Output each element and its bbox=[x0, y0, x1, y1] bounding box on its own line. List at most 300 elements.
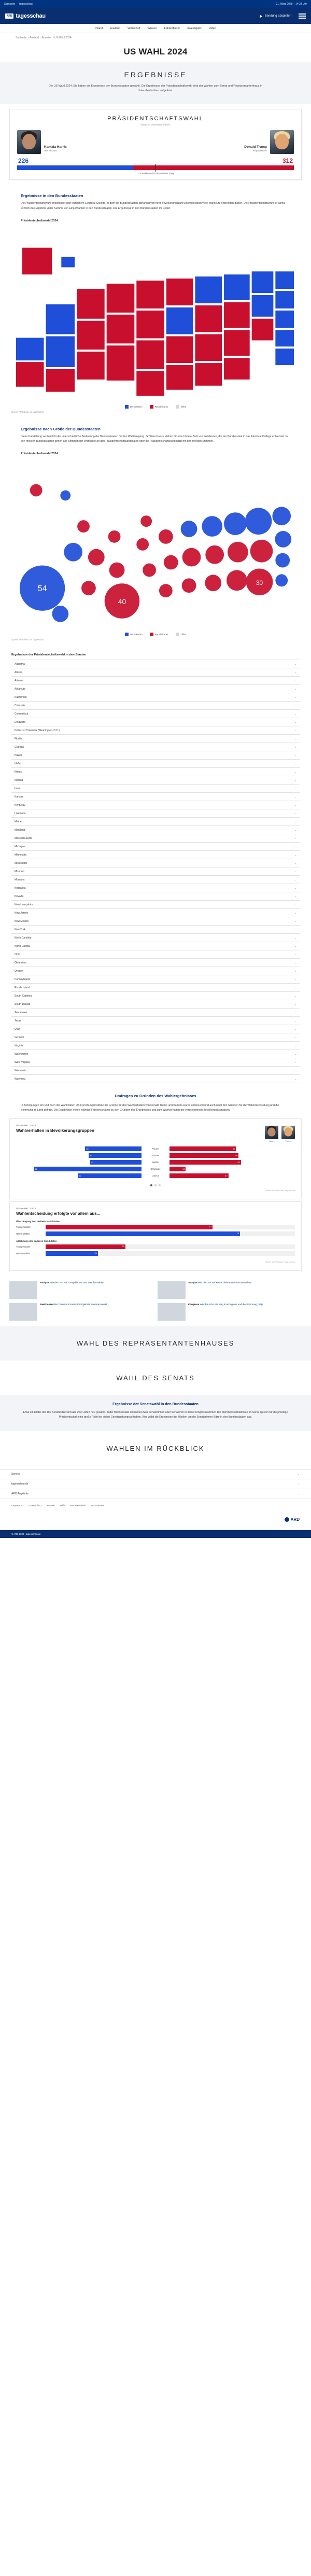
states-results-heading: Ergebnisse in den Bundesstaaten bbox=[21, 193, 83, 199]
state-name: New York bbox=[15, 928, 26, 931]
state-accordion-item[interactable] bbox=[11, 685, 300, 693]
harris-name: Kamala Harris bbox=[44, 145, 67, 149]
state-name: Illinois bbox=[15, 770, 22, 774]
state-accordion-item[interactable] bbox=[11, 718, 300, 726]
chart2-bar-fill bbox=[46, 1244, 125, 1249]
footer-row-tagesschau[interactable] bbox=[0, 1479, 311, 1489]
state-name: Maryland bbox=[15, 828, 25, 832]
chevron-down-icon: ⌄ bbox=[294, 986, 296, 989]
state-accordion-item[interactable] bbox=[11, 809, 300, 818]
state-accordion-item[interactable] bbox=[11, 760, 300, 768]
state-accordion-item[interactable] bbox=[11, 1033, 300, 1042]
teaser-text-2: Wie Trump und Harris ihr Ergebnis bewertet werden bbox=[53, 1303, 108, 1306]
chart-card-voter-groups bbox=[9, 1118, 302, 1199]
size-results-text: Diese Darstellung verdeutlicht die unterschiedliche Bedeutung der Bundesstaaten für den Wahlausgang. Größere Kreise stehen für eine höhere Zahl von Wahlleuten, die der Bundesstaat in das Electoral College entsendet. In den meisten Bundesstaaten gehen alle Stimmen der Wahlleute an den Präsidentschaftskandidaten oder die Präsidentschaftskandidatin mit den meisten Stimmen. bbox=[21, 435, 288, 443]
teaser-text-1: Wie die USA auf Harris blicken und was sie wählte bbox=[197, 1281, 251, 1284]
state-name: Virginia bbox=[15, 1044, 23, 1047]
chevron-down-icon: ⌄ bbox=[294, 845, 296, 848]
state-accordion-item[interactable] bbox=[11, 975, 300, 984]
nav-item-video[interactable]: Video bbox=[208, 26, 216, 30]
state-accordion-item[interactable] bbox=[11, 743, 300, 751]
state-accordion-item[interactable] bbox=[11, 776, 300, 785]
chevron-down-icon: ⌄ bbox=[294, 1002, 296, 1006]
chart1-trump-value: 47 bbox=[225, 1174, 228, 1177]
chart1-category-label: Frauen bbox=[152, 1147, 159, 1150]
chevron-down-icon: ⌄ bbox=[294, 977, 296, 981]
chevron-down-icon: ⌄ bbox=[294, 753, 296, 757]
trump-photo bbox=[270, 130, 294, 154]
footer-row-ard[interactable] bbox=[0, 1489, 311, 1499]
chevron-down-icon: ⌄ bbox=[294, 1027, 296, 1031]
chevron-down-icon: ⌄ bbox=[294, 878, 296, 881]
map2-source: Quelle: AP/Edison via tagesschau bbox=[11, 638, 44, 641]
state-name: Kansas bbox=[15, 795, 23, 799]
state-name: Washington bbox=[15, 1052, 29, 1056]
chart2-source: Quelle: AP VoteCast / tagesschau bbox=[265, 1261, 295, 1263]
state-name: Michigan bbox=[15, 845, 25, 848]
size-results-section bbox=[0, 418, 311, 447]
chart1-trump-value: 13 bbox=[182, 1167, 185, 1170]
state-accordion-item[interactable] bbox=[11, 1042, 300, 1050]
chevron-down-icon: ⌄ bbox=[294, 737, 296, 740]
nav-item-inland[interactable]: Inland bbox=[95, 26, 103, 30]
presidential-title: PRÄSIDENTSCHAFTSWAHL bbox=[107, 116, 204, 122]
state-accordion-item[interactable] bbox=[11, 710, 300, 718]
chart1-bar-row bbox=[16, 1173, 295, 1178]
states-results-text: Die Präsidentschaftswahl entscheidet sich letztlich im Electoral College, in dem die Bundesstaaten abhängig von ihrer Bevölkerungszahl unterschiedlich viele Wahlleute entsenden dürfen. Die Präsidentschaftswahl ist damit letztlich das Ergebnis vieler Summe von Einzelwahlen in den Bundesstaaten. Die Ergebnisse in den Bundesstaaten im Detail: bbox=[21, 202, 285, 210]
state-name: Pennsylvania bbox=[15, 977, 30, 981]
chart2-category-label: Harris-Wähler bbox=[16, 1232, 31, 1235]
presidential-subtitle: Stand: 6. Dezember, 09 Uhr bbox=[140, 123, 171, 127]
state-accordion-item[interactable] bbox=[11, 917, 300, 926]
teaser-image-harris bbox=[158, 1281, 186, 1299]
state-name: Arkansas bbox=[15, 687, 25, 691]
chevron-down-icon: ⌄ bbox=[294, 778, 296, 782]
footer-link[interactable]: Hilfe bbox=[60, 1504, 65, 1507]
presidential-result-card bbox=[9, 109, 302, 180]
svg-text:30: 30 bbox=[256, 579, 263, 587]
breadcrumb: Startseite › Ausland › Amerika › US-Wahl 2024 bbox=[16, 36, 72, 39]
chart2-bar-row bbox=[16, 1251, 295, 1256]
state-accordion-item[interactable] bbox=[11, 851, 300, 859]
trump-party: Republikaner bbox=[252, 149, 267, 152]
chart1-trump-photo bbox=[281, 1126, 295, 1139]
chevron-down-icon: ⌄ bbox=[294, 1077, 296, 1081]
copyright: © ARD 2025 | tagesschau.de bbox=[0, 1530, 311, 1538]
size-results-heading: Ergebnisse nach Größe der Bundesstaaten bbox=[21, 426, 101, 431]
chart1-harris-value: 41 bbox=[91, 1160, 94, 1164]
state-name: North Dakota bbox=[15, 944, 30, 948]
map2-label: Präsidentschaftswahl 2024 bbox=[21, 452, 58, 456]
state-name: Wisconsin bbox=[15, 1069, 26, 1072]
chevron-down-icon: ⌄ bbox=[294, 1035, 296, 1039]
state-accordion-item[interactable] bbox=[11, 1075, 300, 1083]
footer-row-service[interactable] bbox=[0, 1469, 311, 1479]
play-broadcast-button[interactable] bbox=[259, 15, 291, 18]
map1-source: Quelle: AP/Edison via tagesschau bbox=[11, 410, 44, 413]
footer-row-label: Service bbox=[11, 1473, 20, 1476]
state-accordion-item[interactable] bbox=[11, 735, 300, 743]
state-name: Indiana bbox=[15, 778, 23, 782]
state-name: South Dakota bbox=[15, 1002, 31, 1006]
chevron-down-icon: ⌄ bbox=[294, 712, 296, 716]
chart1-trump-bar bbox=[169, 1146, 236, 1151]
nav-item-ausland[interactable]: Ausland bbox=[110, 26, 121, 30]
senate-election-band: WAHL DES SENATS bbox=[0, 1361, 311, 1395]
chevron-down-icon: ⌄ bbox=[294, 961, 296, 964]
candidate-trump bbox=[166, 130, 294, 154]
chevron-down-icon: ⌄ bbox=[294, 911, 296, 915]
state-accordion-item[interactable] bbox=[11, 1009, 300, 1017]
ard-logo-badge: ARD bbox=[5, 13, 13, 19]
candidates-row bbox=[10, 130, 301, 154]
chevron-down-icon: ⌄ bbox=[294, 903, 296, 906]
state-name: Nevada bbox=[15, 894, 24, 898]
chevron-down-icon: ⌄ bbox=[294, 729, 296, 732]
breadcrumb-item-2[interactable]: Amerika bbox=[41, 36, 52, 39]
state-name: Iowa bbox=[15, 787, 20, 790]
harris-electors: 226 bbox=[18, 157, 29, 165]
chevron-down-icon: ⌄ bbox=[294, 679, 296, 682]
chevron-down-icon: ⌄ bbox=[294, 670, 296, 674]
state-accordion-item[interactable] bbox=[11, 751, 300, 760]
harris-meta bbox=[44, 145, 67, 155]
harris-photo bbox=[17, 130, 41, 154]
state-accordion-item[interactable] bbox=[11, 1050, 300, 1058]
site-logo[interactable] bbox=[5, 13, 46, 19]
usa-map-svg bbox=[11, 227, 300, 402]
state-accordion-item[interactable] bbox=[11, 942, 300, 950]
chevron-down-icon: ⌄ bbox=[294, 994, 296, 998]
chevron-down-icon: ⌄ bbox=[294, 836, 296, 840]
state-accordion-item[interactable] bbox=[11, 876, 300, 884]
state-accordion-item[interactable] bbox=[11, 801, 300, 809]
teaser-item[interactable] bbox=[158, 1303, 302, 1321]
state-accordion-item[interactable] bbox=[11, 834, 300, 843]
chart1-harris-bar bbox=[90, 1160, 142, 1165]
state-name: Oregon bbox=[15, 969, 23, 973]
topbar-right bbox=[276, 3, 307, 6]
chart1-harris-bar bbox=[34, 1167, 142, 1171]
states-accordion bbox=[11, 660, 300, 1083]
state-choropleth-map[interactable] bbox=[0, 225, 311, 403]
chart1-trump-value: 57 bbox=[237, 1160, 240, 1164]
state-name: Texas bbox=[15, 1019, 22, 1023]
chart2-title: Wahlentscheidung erfolgte vor allem aus... bbox=[16, 1211, 101, 1216]
chevron-down-icon: ⌄ bbox=[294, 936, 296, 940]
state-accordion-item[interactable] bbox=[11, 1058, 300, 1067]
state-accordion-item[interactable] bbox=[11, 768, 300, 776]
teaser-text-3: Wie den USA ein Sieg im Kongress und die Stimmung prägt bbox=[200, 1303, 263, 1306]
state-accordion-item[interactable] bbox=[11, 901, 300, 909]
teaser-item[interactable] bbox=[158, 1281, 302, 1299]
state-name: Florida bbox=[15, 737, 23, 740]
teaser-image-trump-win bbox=[9, 1303, 37, 1321]
topbar-date: 21. März 2025 – 14:28 Uhr bbox=[276, 3, 307, 6]
results-heading: ERGEBNISSE bbox=[124, 71, 187, 79]
chart2-kicker: US-WAHL 2024 bbox=[16, 1207, 36, 1210]
breadcrumb-item-0[interactable]: Startseite bbox=[16, 36, 27, 39]
chevron-down-icon: ⌄ bbox=[294, 953, 296, 956]
chevron-down-icon: ⌄ bbox=[294, 695, 296, 699]
chart2-bar-track bbox=[46, 1244, 295, 1249]
state-accordion-item[interactable] bbox=[11, 702, 300, 710]
state-accordion-item[interactable] bbox=[11, 677, 300, 685]
house-election-band: WAHL DES REPRÄSENTANTENHAUSES bbox=[0, 1326, 311, 1361]
topbar-home-link[interactable]: Startseite bbox=[4, 3, 16, 6]
chart2-category-label: Trump-Wähler bbox=[16, 1245, 31, 1248]
chevron-down-icon: ⌄ bbox=[294, 687, 296, 691]
state-name: Alaska bbox=[15, 670, 23, 674]
chevron-down-icon: ⌄ bbox=[294, 853, 296, 857]
state-accordion-item[interactable] bbox=[11, 726, 300, 735]
state-name: Hawaii bbox=[15, 753, 23, 757]
chart1-category-label: Männer bbox=[151, 1154, 160, 1157]
teaser-lead-0: Analyse bbox=[40, 1281, 49, 1284]
state-accordion-item[interactable] bbox=[11, 984, 300, 992]
chart1-harris-bar bbox=[85, 1146, 142, 1151]
state-accordion-item[interactable] bbox=[11, 926, 300, 934]
chart1-category-label: Latinos bbox=[151, 1174, 160, 1177]
footer-link[interactable]: Zu Startseite bbox=[91, 1504, 105, 1507]
trump-meta bbox=[244, 145, 267, 155]
chart1-harris-label: Harris bbox=[268, 1139, 275, 1142]
chart1-trump-bar bbox=[169, 1173, 229, 1178]
teaser-lead-3: Kongress bbox=[188, 1303, 200, 1306]
chart1-harris-value: 51 bbox=[78, 1174, 81, 1177]
candidate-harris bbox=[17, 130, 145, 154]
chart1-trump-value: 55 bbox=[235, 1154, 238, 1157]
usa-bubble-map-svg bbox=[11, 459, 300, 629]
footer-links bbox=[0, 1499, 311, 1512]
state-accordion-item[interactable] bbox=[11, 818, 300, 826]
state-name: New Mexico bbox=[15, 919, 29, 923]
chart1-dot-2[interactable] bbox=[154, 1184, 157, 1186]
play-icon bbox=[259, 15, 263, 18]
state-name: Idaho bbox=[15, 762, 21, 765]
electors-bar-wrap bbox=[10, 165, 301, 172]
state-name: Wyoming bbox=[15, 1077, 25, 1081]
chart2-bar-value: 21 bbox=[94, 1251, 97, 1254]
chevron-down-icon: ⌄ bbox=[294, 720, 296, 724]
chart2-bar-fill bbox=[46, 1251, 98, 1256]
breadcrumb-item-1[interactable]: Ausland bbox=[29, 36, 39, 39]
surveys-heading: Umfragen zu Gründen des Wahlergebnisses bbox=[115, 1094, 196, 1099]
ard-dot-icon bbox=[285, 1517, 289, 1522]
state-accordion-item[interactable] bbox=[11, 1000, 300, 1009]
topbar-brand-link[interactable]: tagesschau bbox=[19, 3, 33, 6]
chevron-down-icon: ⌄ bbox=[294, 803, 296, 807]
chevron-down-icon: ⌄ bbox=[294, 894, 296, 898]
state-name: Utah bbox=[15, 1027, 20, 1031]
majority-label: 270 Wahlleute für die Mehrheit nötig bbox=[137, 172, 174, 175]
chart2-group-title: Überzeugung von meinem Kandidaten bbox=[16, 1220, 60, 1223]
chart1-trump-bar bbox=[169, 1167, 186, 1171]
chevron-down-icon: ⌄ bbox=[294, 861, 296, 865]
state-accordion-item[interactable] bbox=[11, 668, 300, 677]
state-name: Tennessee bbox=[15, 1011, 27, 1014]
chart2-bar-track bbox=[46, 1225, 295, 1229]
state-accordion-item[interactable] bbox=[11, 1017, 300, 1025]
state-name: Oklahoma bbox=[15, 961, 26, 964]
chevron-down-icon: ⌄ bbox=[294, 1019, 296, 1023]
chart1-harris-bar bbox=[89, 1153, 142, 1158]
chart1-category-label: Schwarze bbox=[150, 1167, 161, 1170]
footer-link[interactable]: Datenschutz bbox=[28, 1504, 42, 1507]
state-name: Vermont bbox=[15, 1035, 24, 1039]
teaser-lead-2: Reaktionen bbox=[40, 1303, 53, 1306]
state-accordion-item[interactable] bbox=[11, 793, 300, 801]
svg-text:54: 54 bbox=[37, 584, 47, 594]
state-accordion-item[interactable] bbox=[11, 909, 300, 917]
state-accordion-item[interactable] bbox=[11, 934, 300, 942]
chart1-title: Wahlverhalten in Bevölkerungsgruppen bbox=[16, 1128, 94, 1133]
state-name: South Carolina bbox=[15, 994, 32, 998]
chart1-trump-bar bbox=[169, 1160, 241, 1165]
chart1-rows bbox=[16, 1146, 295, 1178]
state-accordion-item[interactable] bbox=[11, 826, 300, 834]
footer-bottom bbox=[0, 1512, 311, 1530]
state-name: Massachusetts bbox=[15, 836, 32, 840]
state-name: Montana bbox=[15, 878, 25, 881]
state-accordion-item[interactable] bbox=[11, 660, 300, 668]
chevron-down-icon: ⌄ bbox=[294, 1052, 296, 1056]
trump-electors: 312 bbox=[282, 157, 293, 165]
state-accordion-item[interactable] bbox=[11, 843, 300, 851]
logo-wordmark: tagesschau bbox=[16, 13, 46, 19]
teaser-grid bbox=[0, 1273, 311, 1326]
play-broadcast-label: Sendung abspielen bbox=[264, 15, 291, 18]
teaser-lead-1: Analyse bbox=[188, 1281, 197, 1284]
chevron-down-icon: ⌄ bbox=[294, 919, 296, 923]
chart1-harris-value: 86 bbox=[34, 1167, 37, 1170]
senate-detail-section bbox=[0, 1395, 311, 1432]
chart2-bar-row bbox=[16, 1244, 295, 1249]
page-title: US WAHL 2024 bbox=[123, 47, 188, 57]
chevron-down-icon: ⌄ bbox=[294, 886, 296, 890]
nav-item-faktenfinder[interactable]: Faktenfinder bbox=[164, 26, 180, 30]
teaser-text-0: Wie die USA auf Trump blicken und was ihn wählte bbox=[49, 1281, 104, 1284]
chart1-bar-row bbox=[16, 1146, 295, 1151]
state-accordion-item[interactable] bbox=[11, 967, 300, 975]
chart1-trump-bar bbox=[169, 1153, 238, 1158]
state-name: West Virginia bbox=[15, 1060, 30, 1064]
chevron-down-icon: ⌄ bbox=[297, 1482, 300, 1486]
map2-legend: Demokraten Republikaner Offen bbox=[0, 631, 311, 637]
state-accordion-item[interactable] bbox=[11, 950, 300, 959]
chart1-dot-1[interactable] bbox=[150, 1184, 152, 1186]
state-accordion-item[interactable] bbox=[11, 867, 300, 876]
state-name: Louisiana bbox=[15, 811, 26, 815]
teaser-item[interactable] bbox=[9, 1281, 153, 1299]
state-bubble-map[interactable] bbox=[0, 457, 311, 631]
chart2-bar-track bbox=[46, 1231, 295, 1236]
surveys-intro-text: In Befragungen am und nach der Wahl haben US-Forschungsinstitute die Gründe für das Wahlverhalten von Donald Trump und Kamala Harris untersucht und auch nach den Gründen für die Wahlentscheidung und die Stimmung im Land gefragt. Die Ergebnisse helfen wichtige Fehleinschätzer zu den Gründen des Ergebnisses und zum Wahlverhalten der verschiedenen Bevölkerungsgruppen. bbox=[21, 1104, 279, 1112]
states-results-section bbox=[0, 185, 311, 214]
chevron-down-icon: ⌄ bbox=[294, 820, 296, 823]
footer-link[interactable]: Barrierefreiheit bbox=[70, 1504, 86, 1507]
svg-text:40: 40 bbox=[118, 597, 126, 606]
chevron-down-icon: ⌄ bbox=[297, 1473, 300, 1476]
chevron-down-icon: ⌄ bbox=[294, 944, 296, 948]
chevron-down-icon: ⌄ bbox=[294, 762, 296, 765]
nav-item-investigativ[interactable]: Investigativ bbox=[187, 26, 202, 30]
teaser-image-congress bbox=[158, 1303, 186, 1321]
state-name: District of Columbia (Washington, D.C.) bbox=[15, 729, 60, 732]
state-accordion-item[interactable] bbox=[11, 992, 300, 1000]
state-accordion-item[interactable] bbox=[11, 1067, 300, 1075]
chevron-down-icon: ⌄ bbox=[294, 1011, 296, 1014]
nav-item-wissen[interactable]: Wissen bbox=[147, 26, 157, 30]
chevron-down-icon: ⌄ bbox=[294, 745, 296, 749]
senate-detail-heading: Ergebnisse der Senatswahl in den Bundesstaaten bbox=[112, 1402, 199, 1406]
state-name: Ohio bbox=[15, 953, 20, 956]
chart1-bar-row bbox=[16, 1160, 295, 1165]
chart1-pagination[interactable] bbox=[16, 1180, 295, 1186]
chart2-bar-fill bbox=[46, 1231, 240, 1236]
legend-dem: Demokraten bbox=[125, 405, 143, 409]
state-accordion-item[interactable] bbox=[11, 693, 300, 702]
legend-rep: Republikaner bbox=[150, 405, 168, 409]
chevron-down-icon: ⌄ bbox=[294, 795, 296, 799]
state-accordion-item[interactable] bbox=[11, 1025, 300, 1033]
chart2-bar-row bbox=[16, 1231, 295, 1236]
state-accordion-item[interactable] bbox=[11, 785, 300, 793]
state-accordion-item[interactable] bbox=[11, 884, 300, 892]
breadcrumb-item-3: US-Wahl 2024 bbox=[54, 36, 72, 39]
site-footer bbox=[0, 1469, 311, 1538]
chevron-down-icon: ⌄ bbox=[294, 704, 296, 707]
results-intro-text: Die US-Wahl 2024: Sie haben die Ergebnisse der Bundesstaaten gewählt. Die Ergebnisse der Präsidentschaftswahl sind der Wahlen zum Senat und Repräsentantenhaus in Unterabschnitten aufgelistet. bbox=[48, 85, 263, 93]
state-name: Minnesota bbox=[15, 853, 27, 857]
footer-link[interactable]: Kontakt bbox=[47, 1504, 55, 1507]
state-accordion-item[interactable] bbox=[11, 959, 300, 967]
state-name: New Jersey bbox=[15, 911, 29, 915]
map1-label: Präsidentschaftswahl 2024 bbox=[21, 219, 58, 223]
teaser-item[interactable] bbox=[9, 1303, 153, 1321]
senate-detail-text: Etwa ein Drittel der 100 Senatssitze wird alle zwei Jahre neu gewählt. Jeder Bundesstaat entsendet zwei Senatorinnen oder Senatoren in diese Kongresskammer. Die Mehrheitsverhältnisse im Senat spielen für die jeweilige Präsidentschaft eine große Rolle bei vielen Gesetzgebungsvorhaben. Wer wählt die Ergebnisse der Wahlen um die Senatorinnen-Sitze in den Bundesstaaten aus. bbox=[23, 1410, 288, 1419]
chart2-bar-track bbox=[46, 1251, 295, 1256]
chart1-harris-value: 45 bbox=[86, 1147, 89, 1150]
chevron-down-icon: ⌄ bbox=[294, 969, 296, 973]
chevron-down-icon: ⌄ bbox=[294, 1069, 296, 1072]
footer-link[interactable]: Impressum bbox=[11, 1504, 23, 1507]
chevron-down-icon: ⌄ bbox=[294, 662, 296, 666]
nav-item-wirtschaft[interactable]: Wirtschaft bbox=[128, 26, 140, 30]
teaser-image-analysis bbox=[9, 1281, 37, 1299]
chart1-dot-3[interactable] bbox=[159, 1184, 161, 1186]
state-name: Kalifornien bbox=[15, 695, 27, 699]
state-accordion-item[interactable] bbox=[11, 859, 300, 867]
chevron-down-icon: ⌄ bbox=[294, 870, 296, 873]
chart1-kicker: US-WAHL 2024 bbox=[16, 1124, 36, 1127]
chevron-down-icon: ⌄ bbox=[294, 928, 296, 931]
state-name: Colorado bbox=[15, 704, 25, 707]
state-accordion-item[interactable] bbox=[11, 892, 300, 901]
burger-menu-icon[interactable] bbox=[299, 13, 306, 19]
ard-logo bbox=[285, 1517, 300, 1522]
states-accordion-title: Ergebnisse der Präsidentschaftswahl in den Staaten bbox=[11, 653, 87, 657]
state-name: Maine bbox=[15, 820, 22, 823]
chart1-trump-value: 53 bbox=[232, 1147, 235, 1150]
chevron-down-icon: ⌄ bbox=[294, 770, 296, 774]
state-name: Alabama bbox=[15, 662, 25, 666]
chevron-down-icon: ⌄ bbox=[294, 828, 296, 832]
chevron-down-icon: ⌄ bbox=[297, 1492, 300, 1496]
utility-topbar bbox=[0, 0, 311, 8]
chart-card-decision-reason bbox=[9, 1201, 302, 1271]
chevron-down-icon: ⌄ bbox=[294, 1060, 296, 1064]
